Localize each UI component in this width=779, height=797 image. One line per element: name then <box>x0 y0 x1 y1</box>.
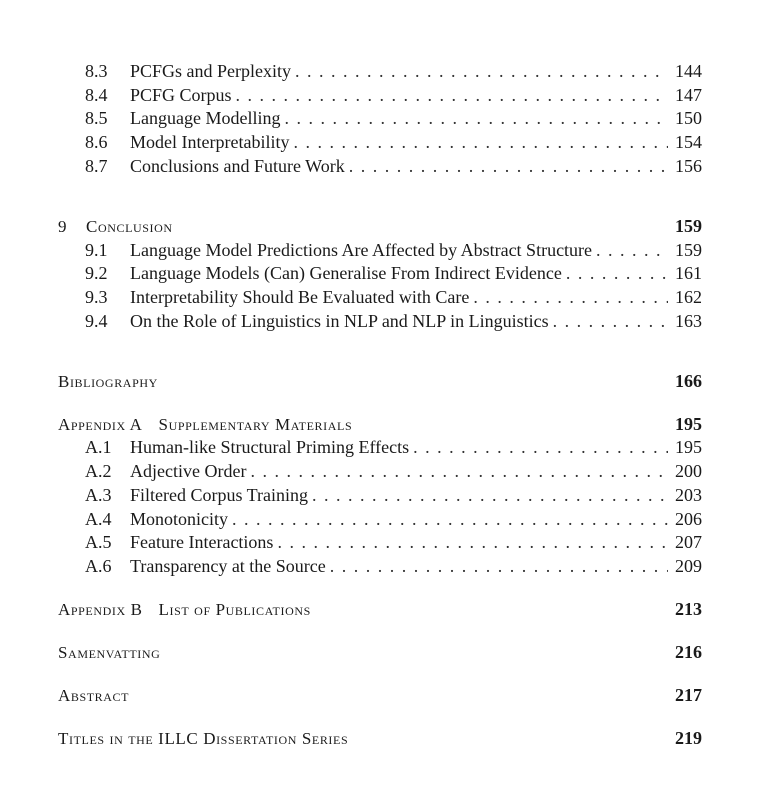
page-number: 163 <box>675 311 702 331</box>
entry-title: Human-like Structural Priming Effects <box>130 437 410 457</box>
leader-dots <box>596 238 668 262</box>
page-number: 206 <box>675 509 702 529</box>
chapter-title: Abstract <box>58 686 130 705</box>
entry-title: Filtered Corpus Training <box>130 485 309 505</box>
toc-entry-a-1[interactable] <box>85 435 702 459</box>
toc-appendix-b[interactable] <box>58 597 702 621</box>
page-number: 161 <box>675 263 702 283</box>
page-number: 156 <box>675 156 702 176</box>
page-number: 195 <box>675 437 702 457</box>
chapter-title: Samenvatting <box>58 643 161 662</box>
appendix-title: List of Publications <box>158 600 311 619</box>
page-number: 166 <box>675 371 702 391</box>
page-number: 200 <box>675 461 702 481</box>
toc-chapter-9[interactable] <box>58 214 702 238</box>
entry-number: A.6 <box>85 556 112 576</box>
appendix-label: Appendix B <box>58 600 143 619</box>
entry-title: Feature Interactions <box>130 532 274 552</box>
page-number: 217 <box>675 685 702 705</box>
page-number: 159 <box>675 216 702 236</box>
page-number: 207 <box>675 532 702 552</box>
entry-title: Language Modelling <box>130 108 281 128</box>
appendix-title: Supplementary Materials <box>158 415 353 434</box>
entry-title: Conclusions and Future Work <box>130 156 345 176</box>
leader-dots <box>295 59 668 83</box>
entry-title: Model Interpretability <box>130 132 290 152</box>
leader-dots <box>312 483 668 507</box>
page-number: 203 <box>675 485 702 505</box>
entry-number: A.1 <box>85 437 112 457</box>
entry-number: 8.3 <box>85 61 108 81</box>
toc-entry-8-7[interactable] <box>85 154 702 178</box>
page-number: 147 <box>675 85 702 105</box>
chapter-title <box>58 413 675 437</box>
entry-title: Monotonicity <box>130 509 228 529</box>
toc-abstract[interactable] <box>58 683 702 707</box>
chapter-title: Bibliography <box>58 372 158 391</box>
entry-number: A.3 <box>85 485 112 505</box>
toc-entry-a-5[interactable] <box>85 530 702 554</box>
toc-dissertation-series[interactable] <box>58 726 702 750</box>
entry-number: 9.3 <box>85 287 108 307</box>
toc-samenvatting[interactable] <box>58 640 702 664</box>
toc-entry-8-5[interactable] <box>85 106 702 130</box>
entry-number: 9.2 <box>85 263 108 283</box>
chapter-title: Titles in the ILLC Dissertation Series <box>58 729 349 748</box>
entry-number: 8.4 <box>85 85 108 105</box>
page-number: 159 <box>675 240 702 260</box>
toc-entry-8-6[interactable] <box>85 130 702 154</box>
leader-dots <box>232 507 668 531</box>
entry-number: 8.5 <box>85 108 108 128</box>
entry-title: Transparency at the Source <box>130 556 326 576</box>
page-number: 195 <box>675 414 702 434</box>
entry-number: 9.4 <box>85 311 108 331</box>
toc-entry-8-3[interactable] <box>85 59 702 83</box>
toc-entry-a-2[interactable] <box>85 459 702 483</box>
page-number: 144 <box>675 61 702 81</box>
page-number: 150 <box>675 108 702 128</box>
entry-title: Language Models (Can) Generalise From Indirect Evidence <box>130 263 562 283</box>
leader-dots <box>330 554 668 578</box>
toc-entry-9-3[interactable] <box>85 285 702 309</box>
page-number: 154 <box>675 132 702 152</box>
leader-dots <box>293 130 668 154</box>
leader-dots <box>349 154 668 178</box>
leader-dots <box>566 261 668 285</box>
toc-entry-a-3[interactable] <box>85 483 702 507</box>
toc-entry-9-1[interactable] <box>85 238 702 262</box>
toc-entry-a-6[interactable] <box>85 554 702 578</box>
entry-number: A.4 <box>85 509 112 529</box>
entry-number: 8.7 <box>85 156 108 176</box>
leader-dots <box>553 309 668 333</box>
appendix-label: Appendix A <box>58 415 143 434</box>
leader-dots <box>413 435 668 459</box>
entry-number: 9.1 <box>85 240 108 260</box>
entry-number: 8.6 <box>85 132 108 152</box>
entry-title: PCFG Corpus <box>130 85 232 105</box>
leader-dots <box>284 106 668 130</box>
page-number: 162 <box>675 287 702 307</box>
entry-title: Language Model Predictions Are Affected by Abstract Structure <box>130 240 593 260</box>
entry-title: PCFGs and Perplexity <box>130 61 292 81</box>
entry-title: Adjective Order <box>130 461 247 481</box>
leader-dots <box>473 285 668 309</box>
chapter-title <box>58 598 675 622</box>
entry-title: On the Role of Linguistics in NLP and NLP in Linguistics <box>130 311 549 331</box>
page-number: 219 <box>675 728 702 748</box>
page-number: 209 <box>675 556 702 576</box>
chapter-title: Conclusion <box>86 217 173 236</box>
leader-dots <box>250 459 668 483</box>
entry-title: Interpretability Should Be Evaluated with Care <box>130 287 470 307</box>
toc-entry-a-4[interactable] <box>85 507 702 531</box>
page-number: 213 <box>675 599 702 619</box>
leader-dots <box>236 83 668 107</box>
toc-entry-9-2[interactable] <box>85 261 702 285</box>
toc-bibliography[interactable] <box>58 369 702 393</box>
toc-appendix-a[interactable] <box>58 412 702 436</box>
toc-entry-9-4[interactable] <box>85 309 702 333</box>
chapter-number: 9 <box>58 217 67 236</box>
page-number: 216 <box>675 642 702 662</box>
toc-entry-8-4[interactable] <box>85 83 702 107</box>
entry-number: A.2 <box>85 461 112 481</box>
entry-number: A.5 <box>85 532 112 552</box>
leader-dots <box>277 530 668 554</box>
